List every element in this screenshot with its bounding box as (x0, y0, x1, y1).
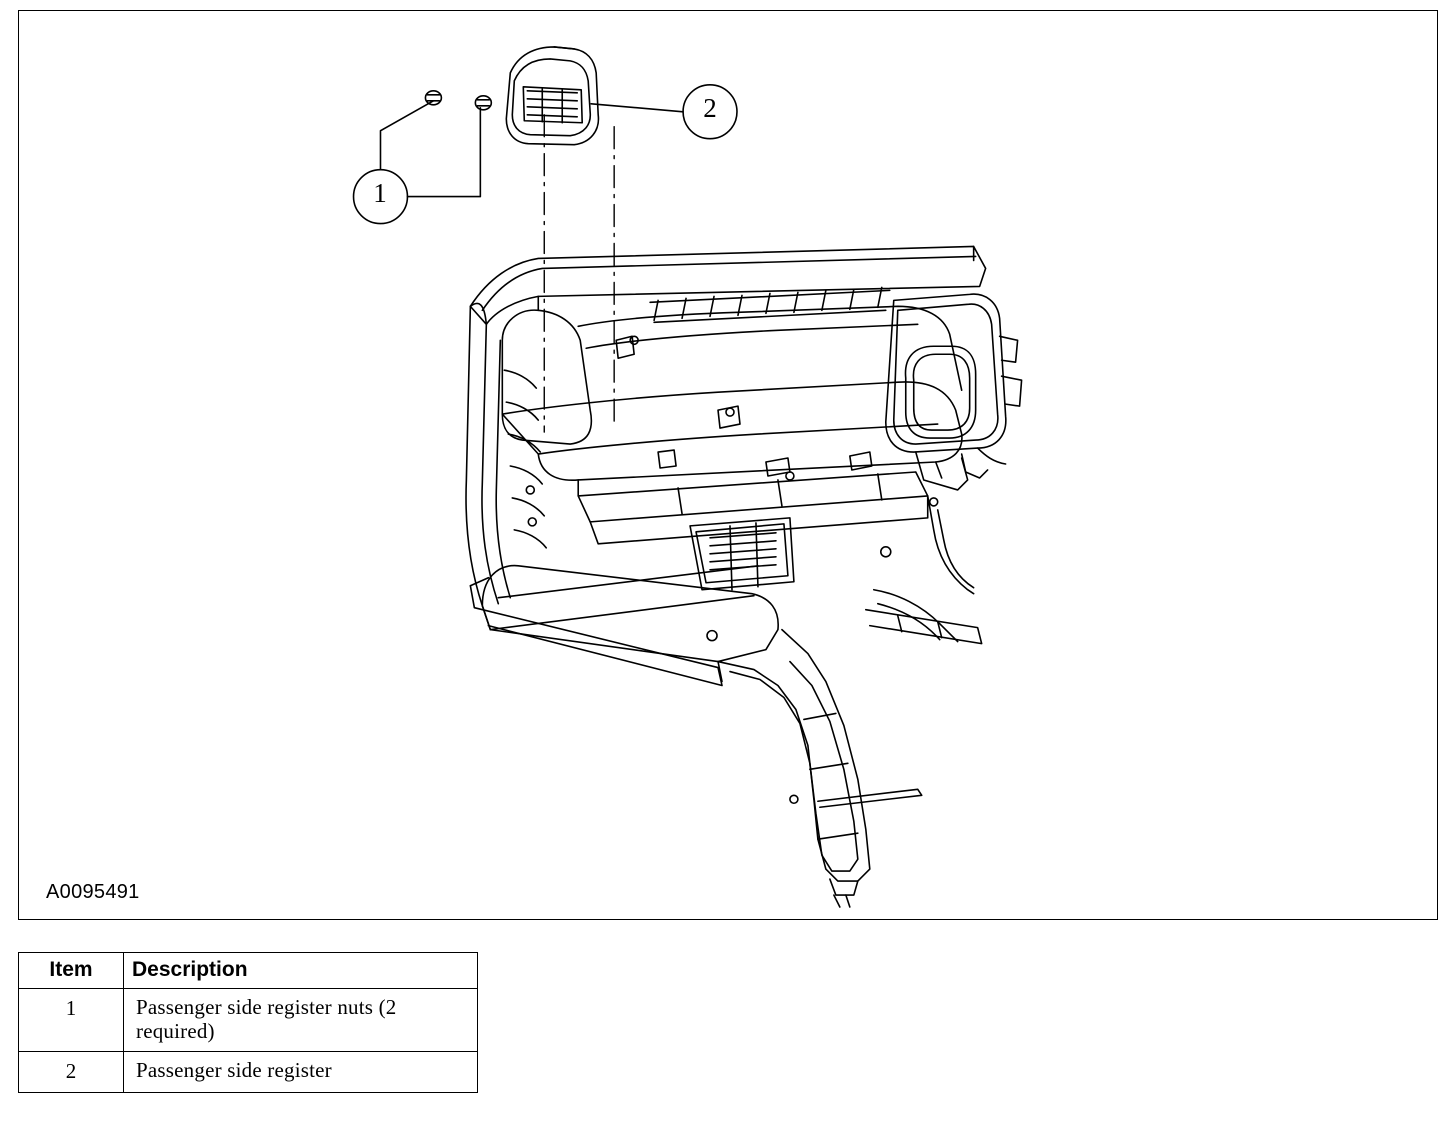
row-description: Passenger side register (124, 1052, 478, 1093)
illustration-frame (18, 10, 1438, 920)
parts-table-container (18, 952, 478, 1093)
table-row (19, 989, 478, 1052)
callout-1-label: 1 (373, 178, 387, 208)
header-item: Item (19, 953, 124, 989)
row-item-number: 2 (19, 1052, 124, 1093)
table-row (19, 1052, 478, 1093)
row-description: Passenger side register nuts (2 required) (124, 989, 478, 1052)
table-header-row (19, 953, 478, 989)
callout-1-circle (354, 170, 408, 224)
figure-code: A0095491 (46, 881, 140, 903)
row-item-number: 1 (19, 989, 124, 1052)
callout-2-label: 2 (703, 93, 717, 123)
instrument-panel-assembly (466, 246, 1022, 907)
callout-1-leader-b (407, 108, 480, 197)
register-nut-right (475, 96, 491, 110)
callout-2-leader (591, 104, 683, 112)
callout-1-leader-a (380, 101, 433, 170)
parts-table (18, 952, 478, 1093)
register-nut-left (425, 91, 441, 105)
header-description: Description (124, 953, 478, 989)
passenger-side-register-part (506, 47, 598, 145)
instrument-panel-exploded-view (19, 11, 1437, 919)
callout-2-circle (683, 85, 737, 139)
